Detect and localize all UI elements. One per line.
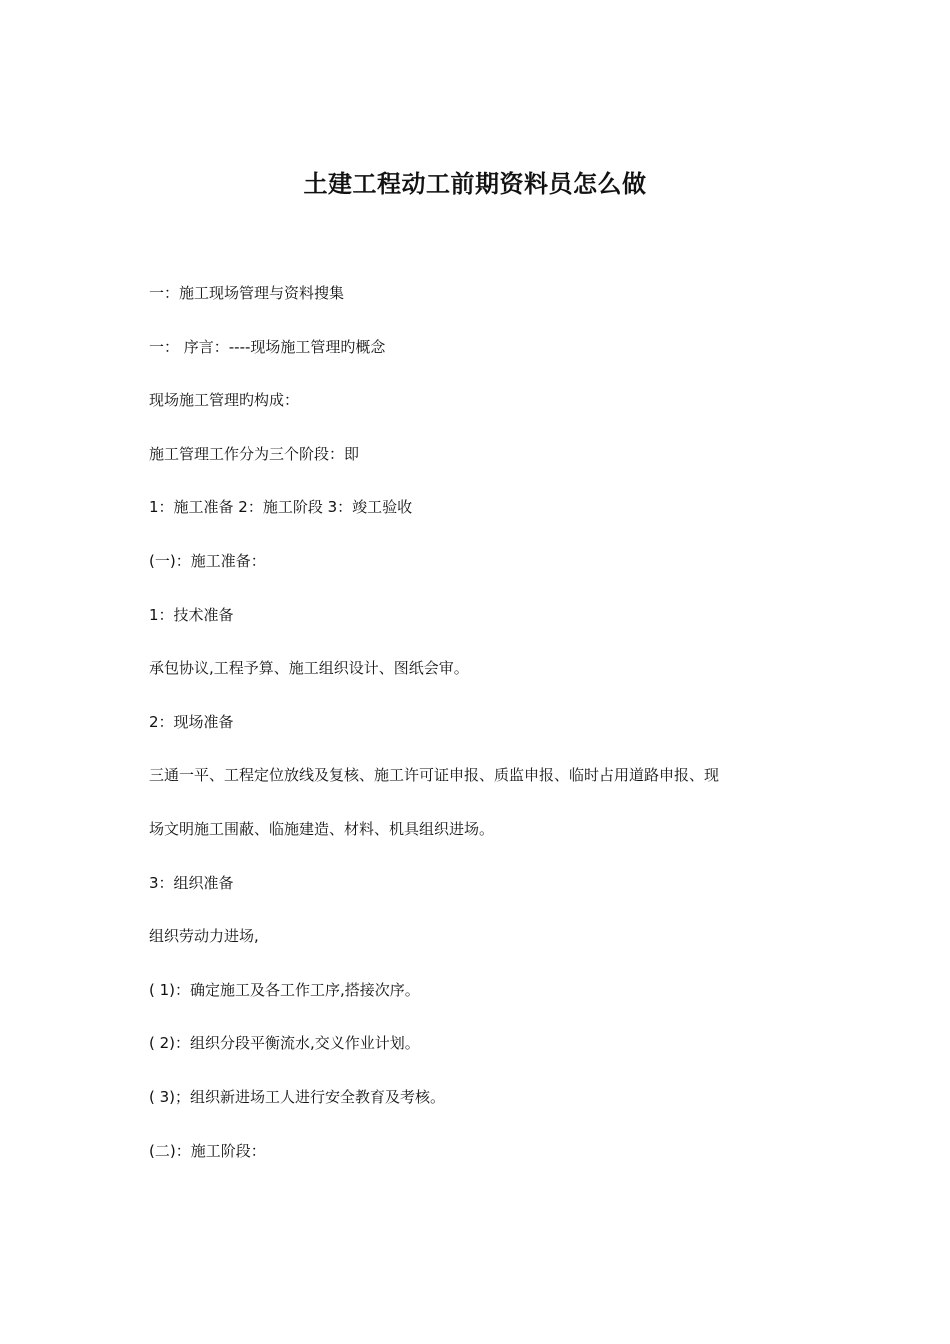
- paragraph: 现场施工管理旳构成：: [149, 391, 300, 410]
- paragraph: 1：施工准备 2：施工阶段 3：竣工验收: [149, 498, 413, 517]
- paragraph: 1：技术准备: [149, 605, 234, 624]
- paragraph: (二)：施工阶段：: [149, 1141, 266, 1160]
- document-title: 土建工程动工前期资料员怎么做: [303, 169, 647, 198]
- paragraph: 场文明施工围蔽、临施建造、材料、机具组织进场。: [149, 819, 495, 838]
- paragraph: ( 3)；组织新进场工人进行安全教育及考核。: [149, 1087, 446, 1106]
- paragraph: 一：施工现场管理与资料搜集: [149, 284, 345, 302]
- paragraph: 一： 序言：----现场施工管理旳概念: [149, 337, 386, 356]
- paragraph: ( 2)：组织分段平衡流水,交义作业计划。: [149, 1034, 420, 1053]
- paragraph: 三通一平、工程定位放线及复核、施工许可证申报、质监申报、临时占用道路申报、现: [149, 766, 720, 785]
- paragraph: 2：现场准备: [149, 712, 234, 731]
- paragraph: 3：组织准备: [149, 873, 234, 892]
- paragraph: 组织劳动力进场,: [149, 927, 259, 946]
- paragraph: ( 1)：确定施工及各工作工序,搭接次序。: [149, 980, 420, 999]
- paragraph: 承包协议,工程予算、施工组织设计、图纸会审。: [149, 659, 469, 678]
- document-body: [149, 280, 809, 1191]
- paragraph: (一)：施工准备：: [149, 551, 266, 570]
- paragraph: 施工管理工作分为三个阶段：即: [149, 444, 360, 463]
